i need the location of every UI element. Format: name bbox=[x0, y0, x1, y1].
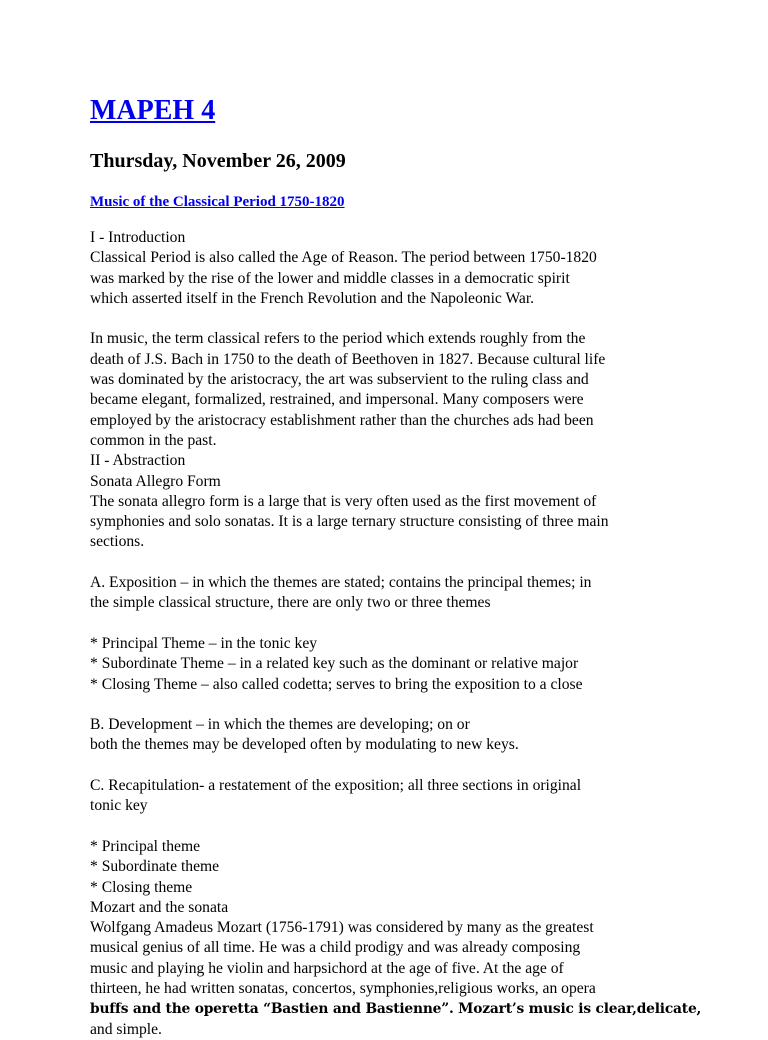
mozart-heading: Mozart and the sonata bbox=[90, 898, 229, 916]
sonata-line: sections. bbox=[90, 533, 145, 551]
recap-item: * Principal theme bbox=[90, 837, 200, 855]
intro-p1-line: was marked by the rise of the lower and middle classes in a democratic spirit bbox=[90, 269, 570, 287]
sonata-line: symphonies and solo sonatas. It is a large ternary structure consisting of three main bbox=[90, 513, 609, 531]
exposition-item: * Closing Theme – also called codetta; serves to bring the exposition to a close bbox=[90, 675, 583, 693]
intro-p2-line: In music, the term classical refers to the period which extends roughly from the bbox=[90, 330, 586, 348]
intro-p2-line: common in the past. bbox=[90, 431, 217, 449]
sonata-line: The sonata allegro form is a large that is very often used as the first movement of bbox=[90, 492, 597, 510]
post-title-link[interactable]: Music of the Classical Period 1750-1820 bbox=[90, 194, 345, 210]
post-body bbox=[90, 228, 730, 1040]
development-line: both the themes may be developed often by modulating to new keys. bbox=[90, 736, 519, 754]
blog-title-link[interactable]: MAPEH 4 bbox=[90, 95, 216, 126]
intro-p2-line: death of J.S. Bach in 1750 to the death of Beethoven in 1827. Because cultural life bbox=[90, 350, 606, 368]
development-line: B. Development – in which the themes are developing; on or bbox=[90, 716, 470, 734]
recap-item: * Closing theme bbox=[90, 878, 193, 896]
recapitulation-line: C. Recapitulation- a restatement of the exposition; all three sections in original bbox=[90, 777, 582, 795]
mozart-line: Wolfgang Amadeus Mozart (1756-1791) was considered by many as the greatest bbox=[90, 919, 594, 937]
recapitulation-line: tonic key bbox=[90, 797, 148, 815]
intro-p1-line: Classical Period is also called the Age of Reason. The period between 1750-1820 bbox=[90, 249, 597, 267]
mozart-line: thirteen, he had written sonatas, concertos, symphonies,religious works, an opera bbox=[90, 979, 596, 997]
intro-heading: I - Introduction bbox=[90, 229, 186, 246]
exposition-item: * Principal Theme – in the tonic key bbox=[90, 634, 318, 652]
intro-p1-line: which asserted itself in the French Revolution and the Napoleonic War. bbox=[90, 289, 535, 307]
recap-item: * Subordinate theme bbox=[90, 858, 220, 876]
sonata-heading: Sonata Allegro Form bbox=[90, 472, 221, 490]
intro-p2-line: employed by the aristocracy establishment rather than the churches ads had been bbox=[90, 411, 594, 429]
mozart-line: and simple. bbox=[90, 1020, 162, 1038]
mozart-bold-line: buffs and the operetta “Bastien and Bastienne”. Mozart’s music is clear,delicate, bbox=[90, 1001, 702, 1018]
intro-p2-line: was dominated by the aristocracy, the art was subservient to the ruling class and bbox=[90, 371, 589, 389]
intro-p2-line: became elegant, formalized, restrained, and impersonal. Many composers were bbox=[90, 391, 584, 409]
abstraction-heading: II - Abstraction bbox=[90, 452, 186, 470]
mozart-line: music and playing he violin and harpsichord at the age of five. At the age of bbox=[90, 959, 564, 977]
exposition-line: the simple classical structure, there are only two or three themes bbox=[90, 594, 491, 612]
document-page bbox=[90, 94, 730, 1040]
exposition-line: A. Exposition – in which the themes are stated; contains the principal themes; in bbox=[90, 574, 592, 592]
exposition-item: * Subordinate Theme – in a related key such as the dominant or relative major bbox=[90, 655, 579, 673]
post-date: Thursday, November 26, 2009 bbox=[90, 150, 346, 172]
mozart-line: musical genius of all time. He was a child prodigy and was already composing bbox=[90, 939, 581, 957]
